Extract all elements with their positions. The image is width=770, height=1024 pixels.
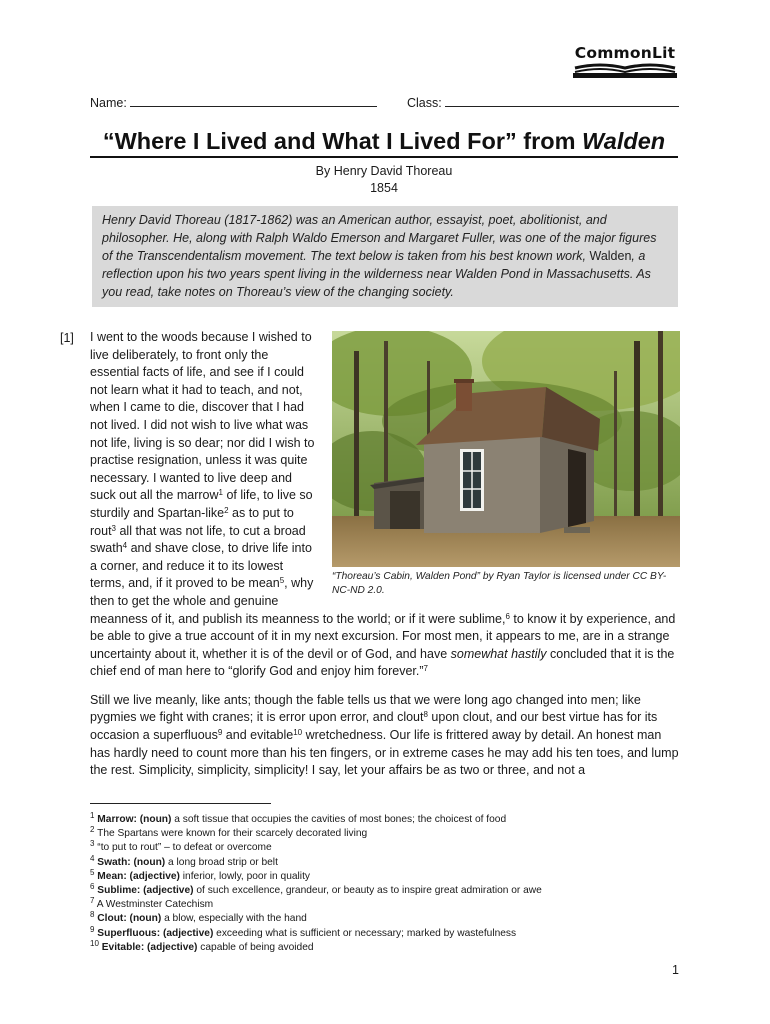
paragraph-number: [1] xyxy=(60,331,74,345)
class-field[interactable] xyxy=(407,94,679,110)
footnote-number: 4 xyxy=(90,853,95,863)
footnote-ref: 6 xyxy=(505,611,510,621)
footnote-item xyxy=(90,853,690,870)
footnote-item xyxy=(90,884,690,898)
open-book-icon xyxy=(573,63,677,79)
footnote-text: a soft tissue that occupies the cavities of most bones; the choicest of food xyxy=(171,814,507,825)
footnote-ref: 5 xyxy=(279,576,285,586)
p2-seg3: and evitable xyxy=(222,728,294,743)
p1-seg5: and shave close, to drive life into a corner, and reduce it to its lowest terms, and, if it proved to be mean xyxy=(90,541,312,591)
p1-seg7: to know it by experience, and be able to give a true account of it in my next excursion. For most men, it appears to me, are in a strange uncertainty about it, whether it is of the devil or of God, and have xyxy=(90,611,676,661)
footnote-ref: 10 xyxy=(293,728,303,738)
footnote-ref: 3 xyxy=(111,523,116,533)
footnote-number: 9 xyxy=(90,924,95,934)
footnote-term: Sublime: (adjective) xyxy=(97,885,194,897)
footnote-number: 8 xyxy=(90,910,95,920)
footnote-ref: 7 xyxy=(423,664,428,674)
footnotes xyxy=(90,813,690,955)
intro-text-1: Henry David Thoreau (1817-1862) was an American author, essayist, poet, abolitionist, and philosopher. He, along with Ralph Waldo Emerson and Margaret Fuller, was one of the major figures of the Transcendentalism movement. The text below is taken from his best known work, xyxy=(102,213,657,263)
p2-seg2: upon clout, and our best virtue has for its occasion a superfluous xyxy=(90,710,658,743)
figure xyxy=(332,331,680,607)
footnote-item xyxy=(90,827,690,841)
p1-seg2: of life, to live so sturdily and Spartan-like xyxy=(90,488,313,520)
body-text xyxy=(90,329,680,780)
logo-text: CommonLit xyxy=(574,44,676,62)
p2-seg1: Still we live meanly, like ants; though the fable tells us that we were long ago changed into men; like pygmies we fight with cranes; it is error upon error, and clout xyxy=(90,692,641,725)
p1-seg1: I went to the woods because I wished to live deliberately, to front only the essential facts of life, and see if I could not learn what it had to teach, and not, when I came to die, discover that I had not lived. I did not wish to live what was not life, living is so dear; nor did I wish to practise resignation, unless it was quite necessary. I wanted to live deep and suck out all the marrow xyxy=(90,330,315,503)
byline xyxy=(90,163,678,197)
name-line[interactable] xyxy=(130,94,377,107)
footnote-ref: 2 xyxy=(224,505,229,515)
footnote-ref: 4 xyxy=(122,541,128,551)
cabin-photo xyxy=(332,331,680,567)
p1-seg6: , why then to get the whole and genuine meanness of it, and publish its meanness to the world; or if it were sublime, xyxy=(90,576,506,626)
footnote-text: a long broad strip or belt xyxy=(165,856,278,868)
footnote-ref: 9 xyxy=(217,728,223,738)
title-italic: Walden xyxy=(582,128,666,154)
p1-italic: somewhat hastily xyxy=(450,646,547,661)
footnote-number: 3 xyxy=(90,839,95,849)
paragraph-2 xyxy=(90,692,680,780)
commonlit-logo xyxy=(573,44,677,79)
footnote-text: “to put to rout” – to defeat or overcome xyxy=(97,842,272,854)
footnote-text: exceeding what is sufficient or necessary; marked by wastefulness xyxy=(213,927,517,939)
footnote-term: Evitable: (adjective) xyxy=(101,941,198,953)
footnote-item xyxy=(90,924,690,941)
footnote-number: 7 xyxy=(90,896,95,906)
p2-seg4: wretchedness. Our life is frittered away by detail. An honest man has hardly need to count more than his ten fingers, or in extreme cases he may add his ten toes, and lump the rest. Simplicity, simplicity, simplicity! I say, let your affairs be as two or three, and not a xyxy=(90,728,679,778)
name-label: Name: xyxy=(90,96,127,110)
footnote-term: Swath: (noun) xyxy=(97,856,166,868)
name-field[interactable] xyxy=(90,94,377,110)
document-title xyxy=(90,128,678,158)
footnote-item xyxy=(90,841,690,855)
author: By Henry David Thoreau xyxy=(315,164,453,178)
footnote-text: A Westminster Catechism xyxy=(96,899,214,911)
footnote-item xyxy=(90,912,690,926)
class-line[interactable] xyxy=(445,94,679,107)
p1-seg8: concluded that it is the chief end of man here to “glorify God and enjoy him forever.” xyxy=(90,646,675,679)
year: 1854 xyxy=(370,181,398,195)
footnote-number: 2 xyxy=(90,825,95,835)
footnote-text: The Spartans were known for their scarcely decorated living xyxy=(97,828,368,840)
p1-seg3: as to put to rout xyxy=(90,505,294,538)
class-label: Class: xyxy=(407,96,442,110)
footnote-text: capable of being avoided xyxy=(197,941,314,953)
footnote-number: 10 xyxy=(90,938,99,948)
footnote-divider xyxy=(90,803,271,804)
intro-box xyxy=(92,206,678,307)
footnote-number: 5 xyxy=(90,867,95,877)
title-main: “Where I Lived and What I Lived For” from xyxy=(102,128,583,154)
footnote-term: Clout: (noun) xyxy=(97,913,162,925)
footnote-term: Marrow: (noun) xyxy=(97,814,172,825)
footnote-ref: 8 xyxy=(423,710,428,720)
footnote-text: inferior, lowly, poor in quality xyxy=(179,870,310,882)
footnote-ref: 1 xyxy=(218,488,223,498)
footnote-text: of such excellence, grandeur, or beauty as to inspire great admiration or awe xyxy=(193,885,542,897)
footnote-text: a blow, especially with the hand xyxy=(161,913,307,925)
footnote-item xyxy=(90,867,690,884)
footnote-item xyxy=(90,898,690,912)
intro-walden: Walden xyxy=(589,249,632,263)
footnote-item xyxy=(90,938,690,955)
figure-caption: “Thoreau’s Cabin, Walden Pond” by Ryan Taylor is licensed under CC BY-NC-ND 2.0. xyxy=(332,571,667,596)
footnote-number: 1 xyxy=(90,811,95,820)
footnote-term: Mean: (adjective) xyxy=(97,870,180,882)
intro-text-2: , a reflection upon his two years spent living in the wilderness near Walden Pond in Massachusetts. As you read, take notes on Thoreau’s view of the changing society. xyxy=(102,249,651,299)
footnote-item xyxy=(90,813,690,827)
footnote-term: Superfluous: (adjective) xyxy=(97,927,214,939)
page-number: 1 xyxy=(672,963,679,977)
p1-seg4: all that was not life, to cut a broad swath xyxy=(90,523,306,556)
footnote-number: 6 xyxy=(90,882,95,892)
